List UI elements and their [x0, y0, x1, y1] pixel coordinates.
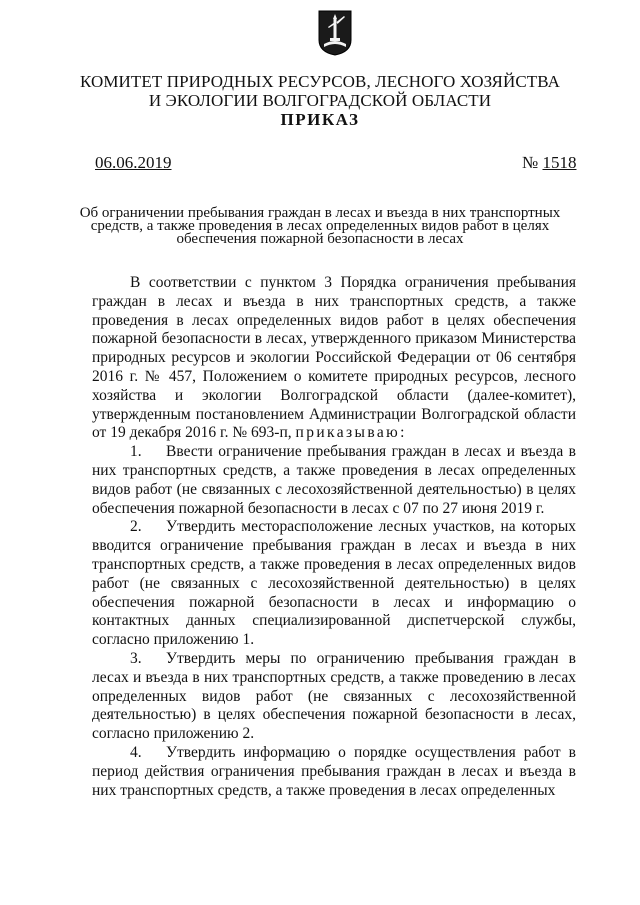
order-item-2	[92, 518, 576, 650]
item-number: 3.	[130, 649, 142, 667]
item-number: 4.	[130, 743, 142, 761]
order-item-3	[92, 650, 576, 744]
order-body	[92, 274, 576, 800]
subject-line-1: Об ограничении пребывания граждан в лесах и въезда в них транспортных	[79, 205, 561, 221]
subject-line-2: средств, а также проведения в лесах определенных видов работ в целях	[90, 218, 550, 234]
order-number-value: 1518	[542, 153, 577, 172]
item-text: Утвердить месторасположение лесных участков, на которых вводится ограничение пребывания граждан в лесах и въезда в них транспортных средств, а также проведения в лесах определенных видов работ (не связанных с лесохозяйственной деятельностью) в целях обеспечения пожарной безопасности в лесах и информацию о контактных данных специализированной диспетчерской службы, согласно приложению 1.	[92, 518, 576, 649]
preamble-text: В соответствии с пунктом 3 Порядка ограничения пребывания граждан в лесах и въезда в них транспортных средств, а также проведения в лесах определенных видов работ в целях обеспечения пожарной безопасности в лесах, утвержденного приказом Министерства природных ресурсов и экологии Российской Федерации от 06 сентября 2016 г. № 457, Положением о комитете природных ресурсов, лесного хозяйства и экологии Волгоградской области (далее-комитет), утвержденным постановлением Администрации Волгоградской области от 19 декабря 2016 г. № 693-п,	[92, 274, 576, 442]
organization-name-line-2: И ЭКОЛОГИИ ВОЛГОГРАДСКОЙ ОБЛАСТИ	[148, 91, 492, 110]
number-sign: №	[522, 153, 539, 172]
order-number	[522, 153, 576, 173]
item-text: Ввести ограничение пребывания граждан в лесах и въезда в них транспортных средств, а также проведения в лесах определенных видов работ (не связанных с лесохозяйственной деятельностью) в целях обеспечения пожарной безопасности в лесах с 07 по 27 июня 2019 г.	[92, 443, 576, 517]
item-text: Утвердить информацию о порядке осуществления работ в период действия ограничения пребывания граждан в лесах и въезда в них транспортных средств, а также проведения в лесах определенных	[92, 743, 576, 799]
order-date: 06.06.2019	[95, 153, 172, 172]
coat-of-arms-emblem	[318, 10, 352, 56]
document-type-title: ПРИКАЗ	[280, 110, 360, 129]
subject-line-3: обеспечения пожарной безопасности в лесах	[176, 231, 464, 247]
preamble-paragraph	[92, 274, 576, 443]
order-item-4	[92, 744, 576, 800]
order-word: приказываю:	[295, 424, 407, 442]
item-number: 2.	[130, 518, 142, 536]
organization-name-line-1: КОМИТЕТ ПРИРОДНЫХ РЕСУРСОВ, ЛЕСНОГО ХОЗЯЙСТВА	[79, 72, 561, 91]
item-number: 1.	[130, 443, 142, 461]
item-text: Утвердить меры по ограничению пребывания граждан в лесах и въезда в них транспортных средств, а также проведению в лесах определенных видов работ (не связанных с лесохозяйственной деятельностью) в целях обеспечения пожарной безопасности в лесах, согласно приложению 2.	[92, 649, 576, 743]
order-item-1	[92, 443, 576, 518]
